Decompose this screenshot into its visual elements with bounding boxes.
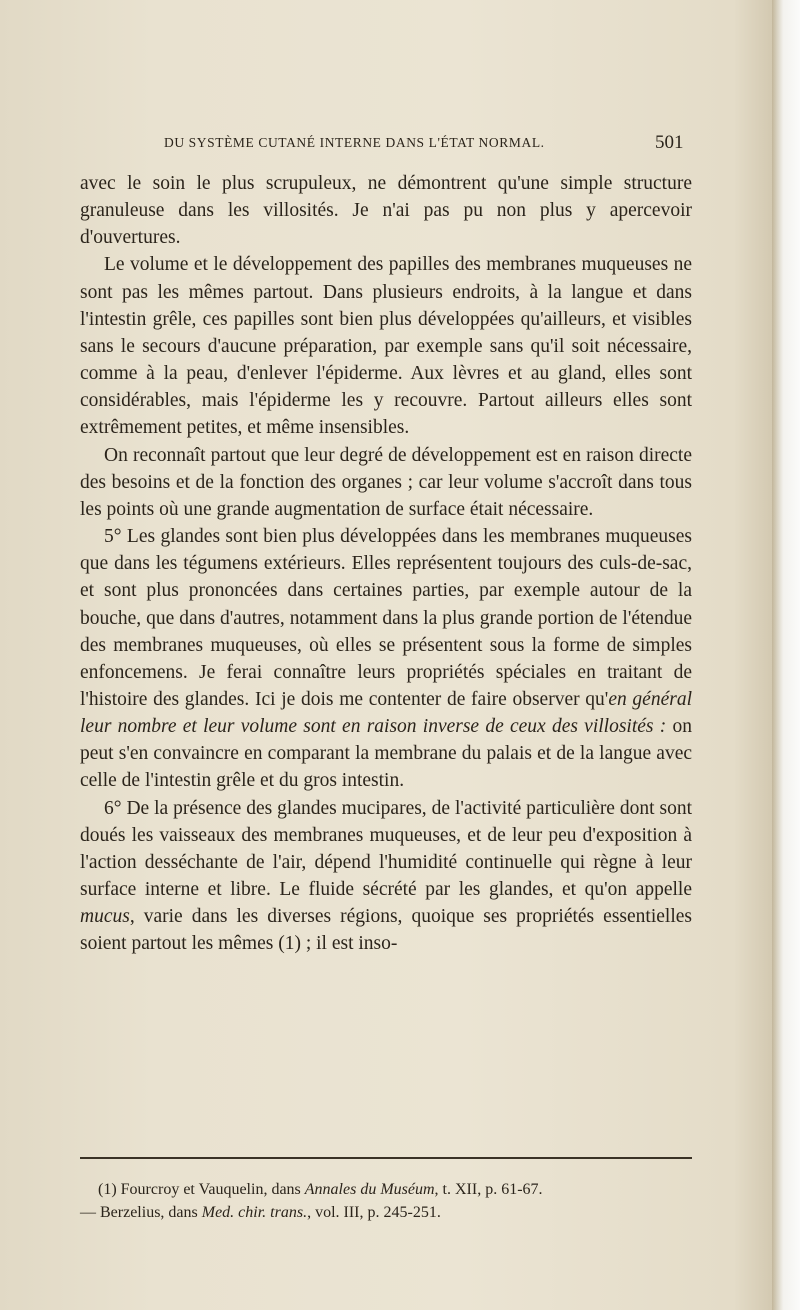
paragraph-text: on peut s'en convaincre en comparant la membrane du palais et de la langue avec celle de l'intestin grêle et du gros intestin. [80,716,692,792]
footnote-journal-title: Med. chir. trans. [201,1204,308,1221]
footnote-text: (1) Fourcroy et Vauquelin, dans [98,1181,305,1198]
paragraph-1 [80,170,692,251]
header-title: DU SYSTÈME CUTANÉ INTERNE DANS L'ÉTAT NORMAL. [164,135,545,150]
paragraph-4 [80,523,692,795]
paragraph-text: 5° Les glandes sont bien plus développées dans les membranes muqueuses que dans les tégumens extérieurs. Elles représentent toujours des culs-de-sac, et sont plus prononcées dans certaines parties, par exemple autour de la bouche, que dans d'autres, notamment dans la plus grande portion de l'étendue des membranes muqueuses, où elles se présentent sous la forme de simples enfoncemens. Je ferai connaître leurs propriétés spéciales en traitant de l'histoire des glandes. Ici je dois me contenter de faire observer qu' [80,526,692,710]
footnote-journal-title: Annales du Muséum [304,1181,435,1198]
running-header [0,132,690,158]
italic-term-mucus: mucus [80,906,130,928]
page-edge [772,0,800,1310]
paragraph-text: On reconnaît partout que leur degré de développement est en raison directe des besoins et de la fonction des organes ; car leur volume s'accroît dans tous les points où une grande augmentation de surface était nécessaire. [80,444,692,520]
body-text [80,170,692,958]
footnotes [80,1178,692,1224]
italic-emphasis: en général leur nombre et leur volume sont en raison inverse de ceux des villosités : [80,688,692,738]
paragraph-3 [80,442,692,523]
footnote-divider [80,1157,692,1159]
paragraph-2 [80,251,692,441]
paragraph-text: , varie dans les diverses régions, quoique ses propriétés essentielles soient partout les mêmes (1) ; il est inso- [80,906,692,955]
page-number: 501 [655,132,684,153]
footnote-1 [80,1178,692,1201]
footnote-text: — Berzelius, dans [80,1204,202,1221]
paragraph-text: Le volume et le développement des papilles des membranes muqueuses ne sont pas les mêmes partout. Dans plusieurs endroits, à la langue et dans l'intestin grêle, ces papilles sont bien plus développées qu'ailleurs, et visibles sans le secours d'aucune préparation, par exemple sans qu'il soit nécessaire, comme à la peau, d'enlever l'épiderme. Aux lèvres et au gland, elles sont considérables, mais l'épiderme les y recouvre. Partout ailleurs elles sont extrêmement petites, et même insensibles. [80,254,692,439]
footnote-text: , vol. III, p. 245-251. [307,1204,441,1221]
paragraph-text: 6° De la présence des glandes mucipares, de l'activité particulière dont sont doués les vaisseaux des membranes muqueuses, et de leur peu d'exposition à l'action desséchante de l'air, dépend l'humidité continuelle qui règne à leur surface interne et libre. Le fluide sécrété par les glandes, et qu'on appelle [80,797,692,901]
footnote-1-continued [80,1201,692,1224]
paragraph-5 [80,795,692,958]
paragraph-text: avec le soin le plus scrupuleux, ne démontrent qu'une simple structure granuleuse dans les villosités. Je n'ai pas pu non plus y apercevoir d'ouvertures. [80,173,692,249]
footnote-text: , t. XII, p. 61-67. [434,1181,543,1198]
